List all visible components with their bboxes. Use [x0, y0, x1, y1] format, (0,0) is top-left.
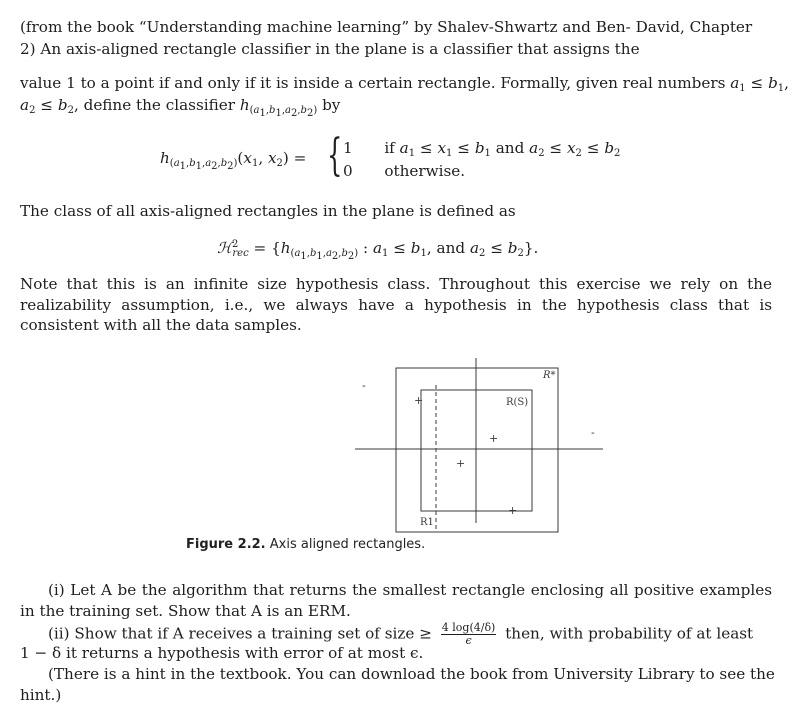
definition-line-2-suffix: by [322, 96, 341, 114]
class-def-and: and [436, 239, 466, 257]
question-2-line-2: 1 − δ it returns a hypothesis with error of at most ϵ. [20, 644, 424, 662]
case-1-if: if [384, 139, 395, 157]
question-2-suffix: then, with probability of at least [505, 624, 754, 643]
rect-r-star [396, 368, 558, 532]
question-2-prefix: (ii) Show that if A receives a training set of size ≥ [48, 624, 432, 643]
plus-point-3: + [414, 394, 424, 407]
classifier-symbol: $h_{(a_1,b_1,a_2,b_2)}$ [239, 96, 318, 119]
class-def-equation: ℋ$^2_{rec}$ = {$h_{(a_1,b_1,a_2,b_2)}$ : $a_1 \le b_1$, and $a_2 \le b_2$}. [217, 238, 539, 262]
intro-line-2: 2) An axis-aligned rectangle classifier in the plane is a classifier that assigns the [20, 40, 640, 58]
label-r1: R1 [420, 517, 434, 528]
intro-line-1: (from the book “Understanding machine learning” by Shalev-Shwartz and Ben- David, Chapter [20, 18, 753, 36]
case-2-condition: otherwise. [384, 162, 466, 180]
case-1-value: 1 [343, 139, 353, 157]
hint-line-1: (There is a hint in the textbook. You can download the book from University Library to see the [48, 665, 775, 683]
figure-caption-text: Axis aligned rectangles. [269, 537, 426, 552]
minus-point-2: - [591, 426, 595, 439]
piecewise-brace: { [327, 130, 343, 181]
sample-size-fraction [441, 622, 497, 647]
figure-caption-label: Figure 2.2. [186, 537, 266, 552]
label-r-star: R* [543, 370, 556, 381]
definition-line-1-text: value 1 to a point if and only if it is inside a certain rectangle. Formally, given real numbers [20, 74, 726, 92]
case-1-and: and [495, 139, 525, 157]
label-r-s: R(S) [506, 397, 529, 408]
figure-caption [186, 536, 425, 554]
piecewise-case-1: 1 if $a_1 \le x_1 \le b_1$ and $a_2 \le x_2 \le b_2$ [343, 139, 621, 159]
definition-line-1-math: $a_1 \le b_1$, [730, 74, 789, 94]
class-def-text: The class of all axis-aligned rectangles in the plane is defined as [20, 202, 516, 220]
fraction-denominator: ϵ [465, 634, 472, 647]
minus-point-1: - [362, 379, 366, 392]
piecewise-lhs: $h_{(a_1,b_1,a_2,b_2)}(x_1$, $x_2$) = [160, 149, 307, 172]
case-2-value: 0 [343, 162, 353, 180]
question-1: (i) Let A be the algorithm that returns the smallest rectangle enclosing all positive examples in the training set. Show that A is an ERM. [20, 581, 772, 620]
note-paragraph: Note that this is an infinite size hypothesis class. Throughout this exercise we rely on the realizability assumption, i.e., we always have a hypothesis in the hypothesis class that is consistent with all the data samples. [20, 275, 772, 334]
fraction-numerator: 4 log(4/δ) [441, 621, 496, 634]
plus-point-2: + [456, 457, 466, 470]
plus-point-4: + [508, 504, 518, 517]
hint-line-2: hint.) [20, 686, 62, 704]
definition-line-2-math-a: $a_2 \le b_2$, [20, 96, 79, 116]
plus-point-1: + [489, 432, 499, 445]
definition-line-2-text: define the classifier [83, 96, 235, 114]
